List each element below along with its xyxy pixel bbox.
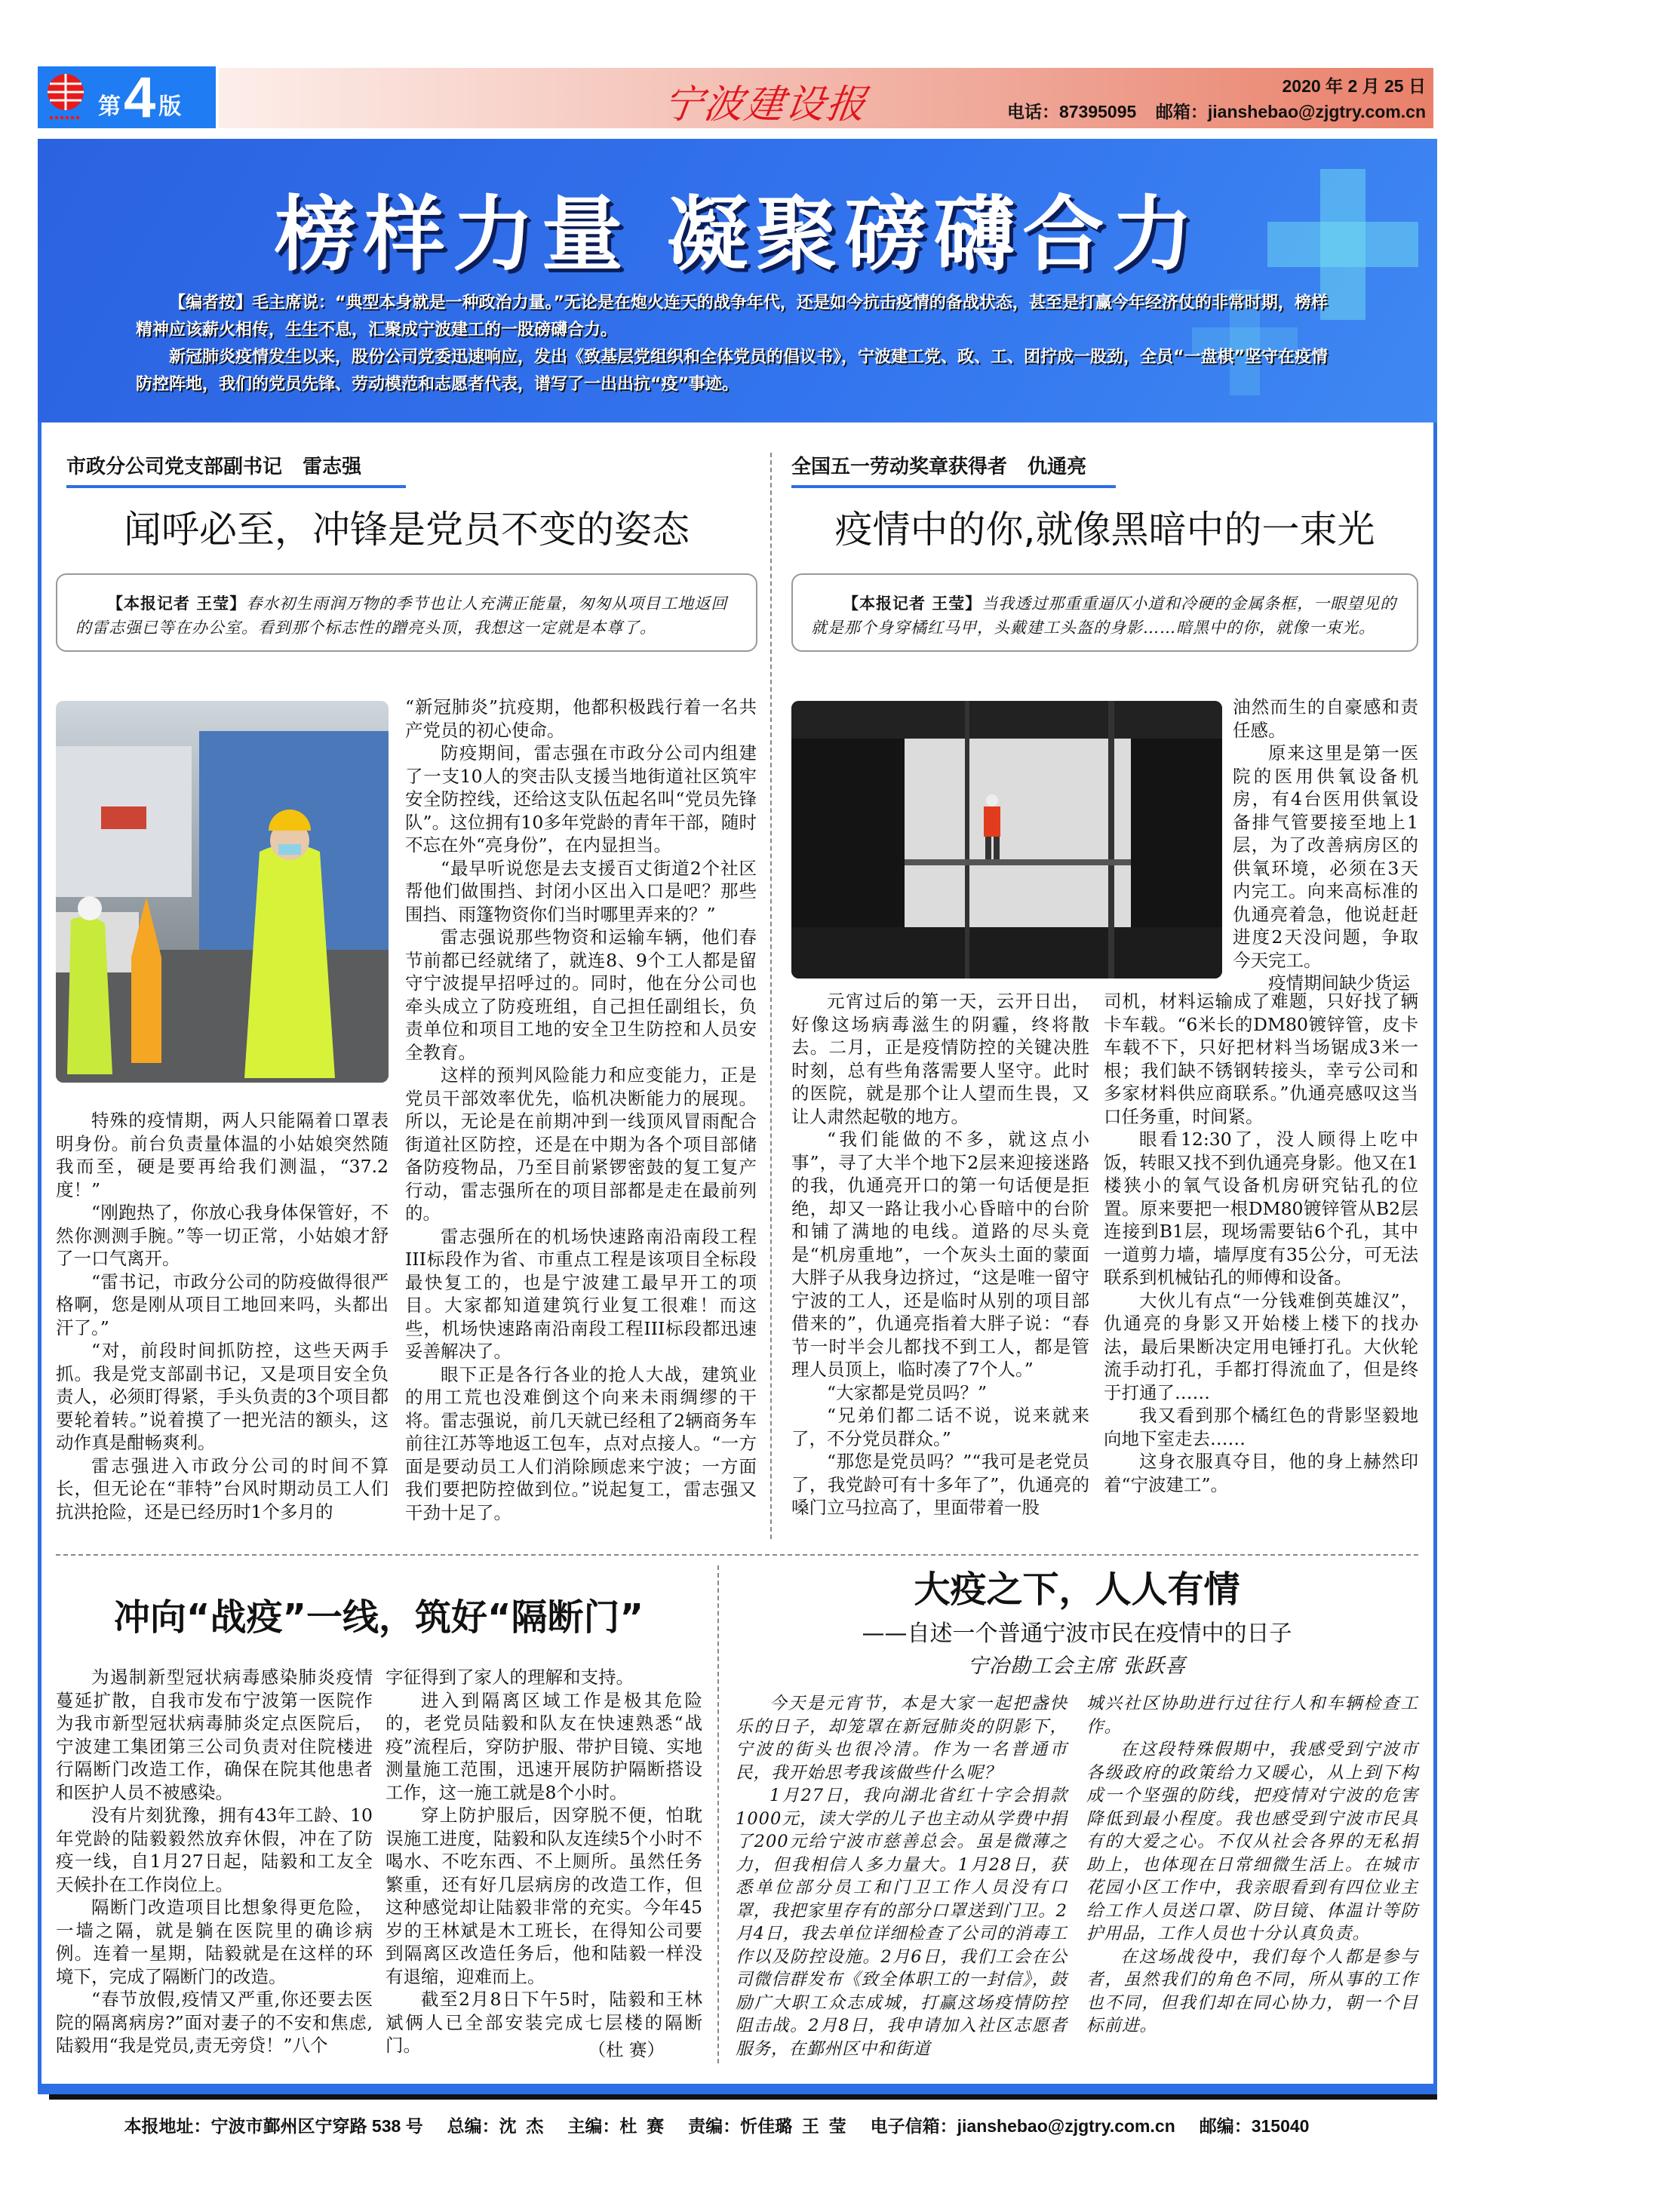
article3-column-1 — [56, 1666, 373, 2057]
article4-headline: 大疫之下，人人有情 — [914, 1568, 1240, 1611]
article3-headline: 冲向“战疫”一线，筑好“隔断门” — [113, 1596, 644, 1639]
paragraph: 眼看12:30了，没人顾得上吃中饭，转眼又找不到仇通亮身影。他又在1楼狭小的氧气设备机房研究钻孔的位置。原来要把一根DM80镀锌管从B2层连接到B1层，现场需要钻6个孔，其中一道剪力墙，墙厚度有35公分，可无法联系到机械钻孔的师傅和设备。 — [1104, 1129, 1418, 1288]
paragraph: 元宵过后的第一天，云开日出，好像这场病毒滋生的阴霾，终将散去。二月，正是疫情防控的关键决胜时刻，总有些角落需要人坚守。此时的医院，就是那个让人望而生畏，又让人肃然起敬的地方。 — [791, 991, 1089, 1127]
article2-column-2a — [1233, 696, 1418, 995]
feature-title: 榜样力量 凝聚磅礴合力 — [274, 188, 1201, 282]
paragraph: 大伙儿有点“一分钱难倒英雄汉”，仇通亮的身影又开始楼上楼下的找办法，最后果断决定用电锤打孔。大伙轮流手动打孔，手都打得流血了，但是终于打通了…… — [1104, 1289, 1418, 1403]
page-prefix: 第 — [98, 94, 121, 119]
editor-note-paragraph: 【编者按】毛主席说：“典型本身就是一种政治力量。”无论是在炮火连天的战争年代，还是如今抗击疫情的备战状态，甚至是打赢今年经济仗的非常时期，榜样精神应该薪火相传，生生不息，汇聚成宁波建工的一股磅礴合力。 — [136, 293, 1328, 339]
reporter-tag: 【本报记者 王莹】 — [107, 594, 247, 613]
abstract-text: 春水初生雨润万物的季节也让人充满正能量，匆匆从项目工地返回的雷志强已等在办公室。看到那个标志性的蹭亮头顶，我想这一定就是本尊了。 — [75, 594, 728, 637]
masthead-logo: 宁波建设报 — [660, 82, 871, 127]
paragraph: “刚跑热了，你放心我身体保管好，不然你测测手腕。”等一切正常，小姑娘才舒了一口气离开。 — [56, 1202, 389, 1269]
column-divider — [770, 453, 772, 1539]
paragraph: 眼下正是各行各业的抢人大战，建筑业的用工荒也没难倒这个向来未雨绸缪的干将。雷志强说，前几天就已经租了2辆商务车前往江苏等地返工包车，点对点接人。“一方面是要动员工人们消除顾虑来宁波；一方面我们要把防控做到位。”说起复工，雷志强又干劲十足了。 — [405, 1363, 757, 1523]
paragraph: 字征得到了家人的理解和支持。 — [386, 1667, 634, 1688]
reporter-tag: 【本报记者 王莹】 — [843, 594, 982, 613]
article3-column-2 — [386, 1666, 702, 2057]
paragraph: 在这段特殊假期中，我感受到宁波市各级政府的政策给力又暖心，从上到下构成一个坚强的防线，把疫情对宁波的危害降低到最小程度。我也感受到宁波市民具有的大爱之心。不仅从社会各界的无私捐助上，也体现在日常细微生活上。在城市花园小区工作中，我亲眼看到有四位业主给工作人员送口罩、防目镜、体温计等防护用品，工作人员也十分认真负责。 — [1086, 1740, 1418, 1943]
article4-subtitle: ——自述一个普通宁波市民在疫情中的日子 — [862, 1621, 1292, 1647]
page-number: 4 — [124, 66, 156, 130]
section-divider — [56, 1554, 1418, 1556]
article2-headline: 疫情中的你,就像黑暗中的一束光 — [834, 508, 1375, 551]
paragraph: 雷志强说那些物资和运输车辆，他们春节前都已经就绪了，就连8、9个工人都是留守宁波提早招呼过的。同时，他在分公司也牵头成立了防疫班组，自己担任副组长，负责单位和项目工地的安全卫生防控和人员安全教育。 — [405, 926, 757, 1063]
paragraph: 截至2月8日下午5时，陆毅和王林斌俩人已全部安装完成七层楼的隔断门。 — [386, 1989, 702, 2056]
feature-banner — [38, 139, 1437, 422]
paragraph: 穿上防护服后，因穿脱不便，怕耽误施工进度，陆毅和队友连续5个小时不喝水、不吃东西、不上厕所。虽然任务繁重，还有好几层病房的改造工作，但这种感觉却让陆毅非常的充实。今年45岁的王林斌是木工班长，在得知公司要到隔离区改造任务后，他和陆毅一样没有退缩，迎难而上。 — [386, 1805, 702, 1987]
article1-headline: 闻呼必至，冲锋是党员不变的姿态 — [124, 508, 690, 551]
paragraph: “那您是党员吗？”“我可是老党员了，我党龄可有十多年了”，仇通亮的嗓门立马拉高了，里面带着一股 — [791, 1451, 1089, 1518]
paragraph: “兄弟们都二话不说，说来就来了，不分党员群众。” — [791, 1405, 1089, 1449]
article1-label: 市政分公司党支部副书记 雷志强 — [66, 451, 406, 488]
paragraph: 今天是元宵节，本是大家一起把盏快乐的日子，却笼罩在新冠肺炎的阴影下，宁波的街头也很冷清。作为一名普通市民，我开始思考我该做些什么呢？ — [736, 1694, 1068, 1783]
column-divider — [717, 1565, 719, 2063]
worker-in-raincoat-image — [56, 701, 389, 1083]
paragraph: 这样的预判风险能力和应变能力，正是党员干部效率优先，临机决断能力的展现。所以，无论是在前期冲到一线顶风冒雨配合街道社区防控，还是在中期为各个项目部储备防疫物品，乃至目前紧锣密鼓的复工复产行动，雷志强所在的项目部都是走在最前列的。 — [405, 1065, 757, 1224]
article1-column-1 — [56, 1109, 389, 1523]
paragraph: 在这场战役中，我们每个人都是参与者，虽然我们的角色不同，所从事的工作也不同，但我们却在同心协力，朝一个目标前进。 — [1086, 1946, 1418, 2035]
paragraph: 没有片刻犹豫，拥有43年工龄、10年党龄的陆毅毅然放弃休假，冲在了防疫一线，自1月27日起，陆毅和工友全天候扑在工作岗位上。 — [56, 1805, 373, 1895]
article1-photo — [56, 701, 389, 1083]
phone: 电话：87395095 — [1006, 102, 1137, 121]
abstract-text: 当我透过那重重逼仄小道和冷硬的金属条框，一眼望见的就是那个身穿橘红马甲，头戴建工头盔的身影……暗黑中的你，就像一束光。 — [811, 594, 1397, 637]
article4-column-1 — [736, 1692, 1068, 2060]
email: 邮箱：jianshebao@zjgtry.com.cn — [1155, 102, 1426, 121]
worker-in-machine-room-image — [791, 701, 1222, 979]
paragraph: 这身衣服真夺目，他的身上赫然印着“宁波建工”。 — [1104, 1451, 1418, 1495]
article3-byline: （杜 赛） — [588, 2039, 665, 2060]
editor-note — [136, 290, 1343, 398]
paragraph: “我们能做的不多，就这点小事”，寻了大半个地下2层来迎接迷路的我，仇通亮开口的第一句话便是拒绝，却又一路让我小心昏暗中的台阶和铺了满地的电线。道路的尽头竟是“机房重地”，一个灰头土面的蒙面大胖子从我身边挤过，“这是唯一留守宁波的工人，还是临时从别的项目部借来的”，仇通亮指着大胖子说：“春节一时半会儿都找不到工人，都是管理人员顶上，临时凑了7个人。” — [791, 1129, 1089, 1380]
article2-abstract — [791, 573, 1418, 652]
footer-rule — [49, 2094, 1437, 2100]
article2-photo — [791, 701, 1222, 979]
page-suffix: 版 — [158, 94, 182, 119]
paragraph: “大家都是党员吗？” — [827, 1381, 988, 1403]
paragraph: “春节放假,疫情又严重,你还要去医院的隔离病房?”面对妻子的不安和焦虑,陆毅用“我是党员,责无旁贷！”八个 — [56, 1989, 373, 2056]
paragraph: 1月27日，我向湖北省红十字会捐款1000元，读大学的儿子也主动从学费中捐了200元给宁波市慈善总会。虽是微薄之力，但我相信人多力量大。1月28日，获悉单位部分员工和门卫工作人员没有口罩，我把家里存有的部分口罩送到门卫。2月4日，我去单位详细检查了公司的消毒工作以及防控设施。2月6日，我们工会在公司微信群发布《致全体职工的一封信》，鼓励广大职工众志成城，打赢这场疫情防控阻击战。2月8日，我申请加入社区志愿者服务，在鄞州区中和街道 — [736, 1786, 1068, 2059]
paragraph: 防疫期间，雷志强在市政分公司内组建了一支10人的突击队支援当地街道社区筑牢安全防控线，还给这支队伍起名叫“党员先锋队”。这位拥有10多年党龄的青年干部，随时不忘在外“亮身份”，在内显担当。 — [405, 742, 757, 856]
paragraph: 雷志强所在的机场快速路南沿南段工程III标段作为省、市重点工程是该项目全标段最快复工的，也是宁波建工最早开工的项目。大家都知道建筑行业复工很难！而这些，机场快速路南沿南段工程III标段都迅速妥善解决了。 — [405, 1225, 757, 1362]
paragraph: “雷书记，市政分公司的防疫做得很严格啊，您是刚从项目工地回来吗，头都出汗了。” — [56, 1270, 389, 1338]
paragraph: 原来这里是第一医院的医用供氧设备机房，有4台医用供氧设备排气管要接至地上1层，为了改善病房区的供氧环境，必须在3天内完工。向来高标准的仇通亮着急，他说赶赶进度2天没问题，争取今天完工。 — [1233, 742, 1418, 971]
article4-column-2 — [1086, 1692, 1418, 2038]
issue-date: 2020 年 2 月 25 日 — [1282, 76, 1426, 96]
footer-info: 本报地址：宁波市鄞州区宁穿路 538 号 总编：沈 杰 主编：杜 赛 责编：忻佳璐 王 莹 电子信箱：jianshebao@zjgtry.com.cn 邮编：315040 — [124, 2116, 1310, 2136]
paragraph: “对，前段时间抓防控，这些天两手抓。我是党支部副书记，又是项目安全负责人，必须盯得紧，手头负责的3个项目都要轮着转。”说着摸了一把光洁的额头，这动作真是酣畅爽利。 — [56, 1340, 389, 1453]
paragraph: 城兴社区协助进行过往行人和车辆检查工作。 — [1086, 1694, 1418, 1737]
header-bar — [219, 68, 1433, 128]
paragraph: 雷志强进入市政分公司的时间不算长，但无论在“菲特”台风时期动员工人们抗洪抢险，还是已经历时1个多月的 — [56, 1455, 389, 1522]
paragraph: 隔断门改造项目比想象得更危险，一墙之隔，就是躺在医院里的确诊病例。连着一星期，陆毅就是在这样的环境下，完成了隔断门的改造。 — [56, 1897, 373, 1987]
paragraph: “最早听说您是去支援百丈街道2个社区帮他们做围挡、封闭小区出入口是吧？那些围挡、雨篷物资你们当时哪里弄来的？” — [405, 857, 757, 925]
article1-abstract — [56, 573, 757, 652]
editor-note-paragraph: 新冠肺炎疫情发生以来，股份公司党委迅速响应，发出《致基层党组织和全体党员的倡议书》，宁波建工党、政、工、团拧成一股劲，全员“一盘棋”坚守在疫情防控阵地，我们的党员先锋、劳动模范和志愿者代表，谱写了一出出抗“疫”事迹。 — [136, 348, 1328, 394]
article2-column-1 — [791, 990, 1089, 1519]
paragraph: 疫情期间缺少货运 — [1268, 972, 1410, 994]
paragraph: 司机，材料运输成了难题，只好找了辆卡车载。“6米长的DM80镀锌管，皮卡车载不下，只好把材料当场锯成3米一根；我们缺不锈钢转接头，幸亏公司和多家材料供应商联系。”仇通亮感叹这当口任务重，时间紧。 — [1104, 991, 1418, 1127]
paragraph: 为遏制新型冠状病毒感染肺炎疫情蔓延扩散，自我市发布宁波第一医院作为我市新型冠状病毒肺炎定点医院后，宁波建工集团第三公司负责对住院楼进行隔断门改造工作，确保在院其他患者和医护人员不被感染。 — [56, 1667, 373, 1803]
paragraph: “新冠肺炎”抗疫期，他都积极践行着一名共产党员的初心使命。 — [405, 696, 757, 741]
newspaper-logo-icon — [44, 71, 88, 124]
page-number-badge — [38, 66, 216, 128]
paragraph: 我又看到那个橘红色的背影坚毅地向地下室走去…… — [1104, 1405, 1418, 1449]
article2-column-2b — [1104, 990, 1418, 1496]
paragraph: 进入到隔离区域工作是极其危险的，老党员陆毅和队友在快速熟悉“战疫”流程后，穿防护服、带护目镜、实地测量施工范围，迅速开展防护隔断搭设工作，这一施工就是8个小时。 — [386, 1689, 702, 1803]
article1-column-2 — [405, 696, 757, 1524]
paragraph: 特殊的疫情期，两人只能隔着口罩表明身份。前台负责量体温的小姑娘突然随我而至，硬是要再给我们测温，“37.2度！” — [56, 1110, 389, 1200]
article2-label: 全国五一劳动奖章获得者 仇通亮 — [791, 451, 1116, 488]
paragraph: 油然而生的自豪感和责任感。 — [1233, 696, 1418, 741]
contact-info — [1007, 98, 1426, 123]
article4-byline: 宁冶勘工会主席 张跃喜 — [967, 1654, 1187, 1678]
